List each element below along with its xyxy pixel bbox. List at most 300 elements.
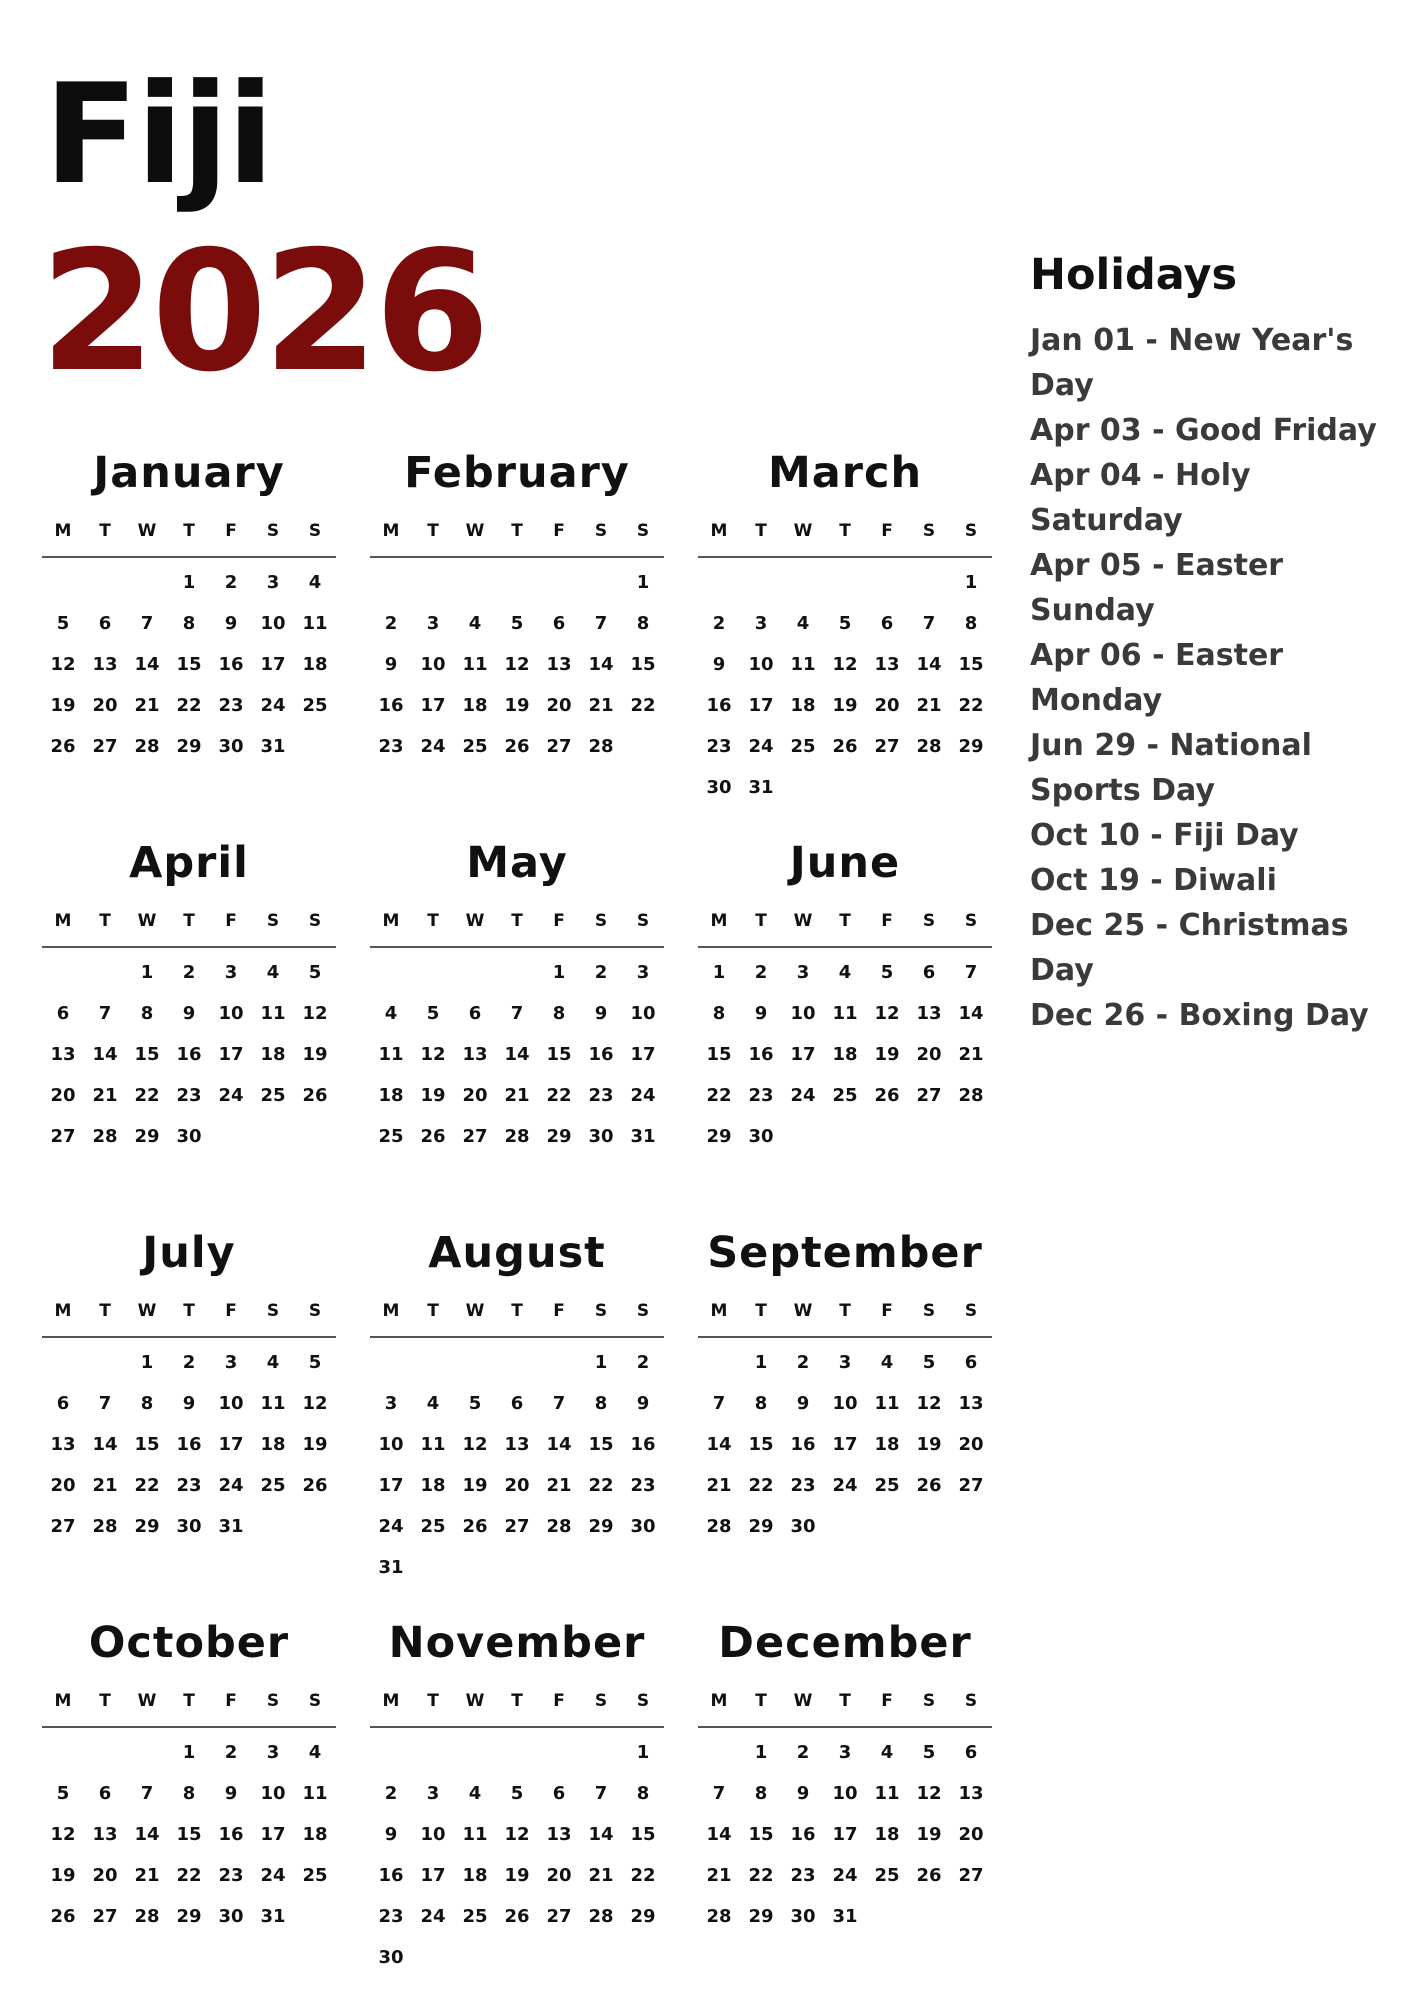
weekday-header-row (698, 1676, 992, 1728)
day-cell: 16 (588, 1044, 614, 1065)
day-grid (42, 1728, 336, 1937)
holiday-item: Apr 05 - Easter Sunday (1030, 548, 1284, 628)
day-cell: 12 (50, 654, 76, 675)
day-cell: 11 (462, 654, 488, 675)
empty-day-cell (698, 1342, 740, 1383)
day-cell: 7 (964, 962, 978, 983)
day-cell: 10 (832, 1393, 858, 1414)
day-cell: 27 (92, 1906, 118, 1927)
day-cell: 24 (748, 736, 774, 757)
weekday-label: S (266, 521, 280, 541)
day-cell: 31 (378, 1557, 404, 1578)
weekday-label: T (183, 1691, 195, 1711)
day-cell: 12 (50, 1824, 76, 1845)
day-cell: 8 (754, 1783, 768, 1804)
weekday-header-row (370, 506, 664, 558)
empty-day-cell (538, 1342, 580, 1383)
weekday-label: M (710, 1691, 728, 1711)
day-cell: 19 (420, 1085, 446, 1106)
day-cell: 8 (754, 1393, 768, 1414)
day-cell: 28 (92, 1516, 118, 1537)
day-cell: 27 (50, 1516, 76, 1537)
day-cell: 3 (426, 613, 440, 634)
day-cell: 21 (588, 1865, 614, 1886)
empty-day-cell (496, 1342, 538, 1383)
empty-day-cell (412, 562, 454, 603)
day-cell: 19 (916, 1434, 942, 1455)
empty-day-cell (370, 562, 412, 603)
day-cell: 11 (302, 1783, 328, 1804)
day-cell: 4 (266, 962, 280, 983)
day-cell: 12 (504, 654, 530, 675)
weekday-header-row (42, 1676, 336, 1728)
day-cell: 4 (468, 613, 482, 634)
day-cell: 20 (958, 1434, 984, 1455)
day-cell: 14 (92, 1434, 118, 1455)
day-cell: 5 (426, 1003, 440, 1024)
weekday-label: T (183, 911, 195, 931)
day-cell: 13 (958, 1783, 984, 1804)
day-cell: 3 (838, 1742, 852, 1763)
day-cell: 26 (874, 1085, 900, 1106)
weekday-label: S (964, 1691, 978, 1711)
day-cell: 14 (134, 1824, 160, 1845)
day-cell: 21 (92, 1085, 118, 1106)
weekday-label: T (839, 911, 851, 931)
day-cell: 5 (56, 613, 70, 634)
day-cell: 22 (748, 1475, 774, 1496)
weekday-label: T (511, 911, 523, 931)
month-july (42, 1220, 336, 1610)
weekday-label: F (225, 521, 237, 541)
day-cell: 4 (266, 1352, 280, 1373)
day-cell: 9 (754, 1003, 768, 1024)
day-cell: 30 (748, 1126, 774, 1147)
empty-day-cell (580, 562, 622, 603)
day-cell: 14 (588, 654, 614, 675)
day-cell: 4 (468, 1783, 482, 1804)
weekday-label: M (710, 521, 728, 541)
day-cell: 14 (706, 1434, 732, 1455)
day-cell: 1 (182, 1742, 196, 1763)
day-cell: 24 (630, 1085, 656, 1106)
day-cell: 30 (790, 1906, 816, 1927)
day-cell: 2 (384, 613, 398, 634)
day-cell: 27 (958, 1865, 984, 1886)
weekday-label: S (636, 1301, 650, 1321)
day-cell: 28 (706, 1906, 732, 1927)
day-grid (698, 1728, 992, 1937)
weekday-label: M (382, 1691, 400, 1711)
month-june (698, 830, 992, 1220)
weekday-label: W (465, 1691, 485, 1711)
day-cell: 4 (880, 1352, 894, 1373)
day-cell: 24 (832, 1865, 858, 1886)
weekday-label: S (308, 521, 322, 541)
day-cell: 13 (50, 1434, 76, 1455)
day-cell: 14 (134, 654, 160, 675)
day-cell: 23 (176, 1475, 202, 1496)
day-cell: 30 (218, 736, 244, 757)
day-cell: 31 (832, 1906, 858, 1927)
weekday-label: F (881, 1301, 893, 1321)
weekday-label: M (382, 911, 400, 931)
month-march (698, 440, 992, 830)
day-cell: 30 (378, 1947, 404, 1968)
day-cell: 13 (92, 1824, 118, 1845)
day-cell: 2 (796, 1742, 810, 1763)
day-cell: 12 (504, 1824, 530, 1845)
weekday-label: W (137, 1301, 157, 1321)
weekday-label: T (755, 521, 767, 541)
day-cell: 5 (56, 1783, 70, 1804)
day-cell: 20 (546, 1865, 572, 1886)
day-cell: 5 (510, 1783, 524, 1804)
day-cell: 29 (588, 1516, 614, 1537)
month-name: April (129, 838, 249, 888)
day-cell: 1 (636, 572, 650, 593)
empty-day-cell (782, 562, 824, 603)
day-cell: 2 (384, 1783, 398, 1804)
day-cell: 10 (420, 1824, 446, 1845)
day-cell: 10 (748, 654, 774, 675)
month-december (698, 1610, 992, 2000)
day-cell: 22 (958, 695, 984, 716)
day-cell: 25 (378, 1126, 404, 1147)
empty-day-cell (538, 1732, 580, 1773)
day-cell: 2 (182, 962, 196, 983)
day-cell: 15 (748, 1434, 774, 1455)
day-cell: 25 (260, 1475, 286, 1496)
day-cell: 31 (218, 1516, 244, 1537)
day-cell: 10 (260, 1783, 286, 1804)
weekday-label: S (922, 911, 936, 931)
empty-day-cell (412, 1732, 454, 1773)
weekday-header-row (42, 506, 336, 558)
weekday-label: W (793, 521, 813, 541)
day-cell: 1 (754, 1352, 768, 1373)
weekday-header-row (698, 1286, 992, 1338)
day-cell: 12 (462, 1434, 488, 1455)
empty-day-cell (866, 562, 908, 603)
day-cell: 26 (302, 1085, 328, 1106)
day-cell: 25 (874, 1865, 900, 1886)
weekday-label: W (465, 1301, 485, 1321)
day-cell: 18 (462, 1865, 488, 1886)
day-cell: 11 (874, 1783, 900, 1804)
day-cell: 31 (748, 777, 774, 798)
day-grid (42, 948, 336, 1157)
weekday-label: S (922, 521, 936, 541)
day-grid (698, 948, 992, 1157)
month-name: September (707, 1228, 983, 1278)
day-cell: 16 (706, 695, 732, 716)
day-cell: 21 (546, 1475, 572, 1496)
weekday-label: T (427, 1691, 439, 1711)
day-cell: 19 (504, 695, 530, 716)
empty-day-cell (84, 952, 126, 993)
holidays-panel (1030, 250, 1390, 1038)
weekday-label: T (511, 1691, 523, 1711)
holiday-item: Dec 26 - Boxing Day (1030, 998, 1369, 1033)
day-cell: 18 (420, 1475, 446, 1496)
holiday-item: Jun 29 - National Sports Day (1030, 728, 1312, 808)
day-cell: 2 (712, 613, 726, 634)
holiday-item: Oct 19 - Diwali (1030, 863, 1277, 898)
empty-day-cell (538, 562, 580, 603)
weekday-label: S (636, 1691, 650, 1711)
day-cell: 27 (504, 1516, 530, 1537)
day-cell: 5 (880, 962, 894, 983)
weekday-label: T (511, 1301, 523, 1321)
day-cell: 18 (874, 1824, 900, 1845)
weekday-label: W (465, 911, 485, 931)
day-cell: 11 (260, 1003, 286, 1024)
weekday-label: F (881, 911, 893, 931)
day-cell: 3 (838, 1352, 852, 1373)
day-cell: 6 (468, 1003, 482, 1024)
day-cell: 4 (880, 1742, 894, 1763)
day-cell: 10 (420, 654, 446, 675)
weekday-header-row (698, 506, 992, 558)
holiday-item: Apr 03 - Good Friday (1030, 413, 1377, 448)
day-cell: 9 (182, 1393, 196, 1414)
day-cell: 5 (308, 1352, 322, 1373)
day-cell: 24 (260, 1865, 286, 1886)
day-cell: 1 (964, 572, 978, 593)
day-cell: 24 (832, 1475, 858, 1496)
empty-day-cell (126, 562, 168, 603)
day-cell: 25 (874, 1475, 900, 1496)
empty-day-cell (454, 952, 496, 993)
day-cell: 27 (50, 1126, 76, 1147)
day-grid (370, 948, 664, 1157)
day-cell: 28 (546, 1516, 572, 1537)
weekday-label: T (99, 1301, 111, 1321)
day-grid (698, 1338, 992, 1547)
day-cell: 8 (636, 613, 650, 634)
day-cell: 22 (134, 1085, 160, 1106)
day-cell: 17 (748, 695, 774, 716)
day-cell: 21 (706, 1475, 732, 1496)
weekday-header-row (370, 1676, 664, 1728)
day-cell: 21 (134, 695, 160, 716)
day-cell: 27 (546, 736, 572, 757)
day-cell: 16 (630, 1434, 656, 1455)
day-cell: 23 (790, 1865, 816, 1886)
day-cell: 8 (182, 1783, 196, 1804)
day-cell: 16 (790, 1434, 816, 1455)
day-cell: 23 (748, 1085, 774, 1106)
day-cell: 5 (838, 613, 852, 634)
day-cell: 27 (916, 1085, 942, 1106)
day-cell: 19 (50, 695, 76, 716)
day-cell: 26 (916, 1475, 942, 1496)
month-name: May (466, 838, 568, 888)
day-cell: 19 (916, 1824, 942, 1845)
day-cell: 6 (552, 1783, 566, 1804)
day-cell: 26 (832, 736, 858, 757)
day-cell: 5 (468, 1393, 482, 1414)
day-cell: 15 (588, 1434, 614, 1455)
day-cell: 9 (224, 613, 238, 634)
empty-day-cell (84, 562, 126, 603)
day-cell: 13 (504, 1434, 530, 1455)
empty-day-cell (42, 1342, 84, 1383)
day-cell: 15 (546, 1044, 572, 1065)
day-cell: 19 (832, 695, 858, 716)
holiday-list (1030, 318, 1390, 1038)
day-cell: 22 (176, 1865, 202, 1886)
day-cell: 21 (134, 1865, 160, 1886)
day-cell: 3 (224, 962, 238, 983)
day-cell: 25 (832, 1085, 858, 1106)
day-cell: 7 (594, 613, 608, 634)
month-name: December (718, 1618, 972, 1668)
day-cell: 10 (378, 1434, 404, 1455)
weekday-label: T (183, 521, 195, 541)
day-cell: 18 (302, 654, 328, 675)
empty-day-cell (698, 1732, 740, 1773)
weekday-label: F (553, 1691, 565, 1711)
month-name: January (93, 448, 285, 498)
holiday-item: Jan 01 - New Year's Day (1030, 323, 1354, 403)
holiday-item: Dec 25 - Christmas Day (1030, 908, 1349, 988)
day-cell: 9 (594, 1003, 608, 1024)
day-cell: 12 (832, 654, 858, 675)
holidays-heading: Holidays (1030, 250, 1238, 300)
day-cell: 30 (630, 1516, 656, 1537)
day-cell: 22 (176, 695, 202, 716)
holiday-item: Oct 10 - Fiji Day (1030, 818, 1299, 853)
day-cell: 17 (832, 1434, 858, 1455)
day-cell: 14 (958, 1003, 984, 1024)
day-cell: 17 (378, 1475, 404, 1496)
day-cell: 25 (302, 1865, 328, 1886)
weekday-label: F (553, 911, 565, 931)
empty-day-cell (42, 952, 84, 993)
weekday-label: S (922, 1691, 936, 1711)
weekday-label: T (427, 1301, 439, 1321)
day-cell: 8 (182, 613, 196, 634)
day-cell: 7 (98, 1003, 112, 1024)
weekday-label: T (839, 1301, 851, 1321)
day-cell: 12 (916, 1393, 942, 1414)
day-cell: 17 (630, 1044, 656, 1065)
day-cell: 1 (594, 1352, 608, 1373)
month-name: February (404, 448, 630, 498)
day-cell: 16 (176, 1044, 202, 1065)
weekday-label: W (137, 1691, 157, 1711)
day-cell: 19 (302, 1434, 328, 1455)
weekday-label: S (594, 911, 608, 931)
empty-day-cell (698, 562, 740, 603)
weekday-header-row (42, 896, 336, 948)
day-cell: 26 (302, 1475, 328, 1496)
day-cell: 19 (50, 1865, 76, 1886)
day-cell: 12 (420, 1044, 446, 1065)
day-cell: 3 (796, 962, 810, 983)
day-cell: 4 (308, 1742, 322, 1763)
month-august (370, 1220, 664, 1610)
day-cell: 15 (630, 1824, 656, 1845)
empty-day-cell (454, 562, 496, 603)
day-cell: 1 (754, 1742, 768, 1763)
weekday-header-row (698, 896, 992, 948)
empty-day-cell (824, 562, 866, 603)
day-cell: 10 (630, 1003, 656, 1024)
day-cell: 14 (706, 1824, 732, 1845)
day-cell: 1 (140, 1352, 154, 1373)
day-cell: 26 (50, 1906, 76, 1927)
day-cell: 26 (916, 1865, 942, 1886)
day-cell: 27 (958, 1475, 984, 1496)
day-cell: 24 (420, 1906, 446, 1927)
day-cell: 7 (594, 1783, 608, 1804)
weekday-label: M (54, 1691, 72, 1711)
weekday-header-row (42, 1286, 336, 1338)
day-cell: 6 (922, 962, 936, 983)
weekday-label: T (755, 911, 767, 931)
weekday-label: S (308, 1691, 322, 1711)
day-cell: 19 (504, 1865, 530, 1886)
weekday-header-row (370, 896, 664, 948)
weekday-label: M (382, 521, 400, 541)
day-cell: 10 (832, 1783, 858, 1804)
day-cell: 13 (462, 1044, 488, 1065)
day-grid (370, 558, 664, 767)
day-cell: 27 (874, 736, 900, 757)
empty-day-cell (84, 1732, 126, 1773)
day-cell: 23 (218, 695, 244, 716)
day-cell: 1 (140, 962, 154, 983)
day-cell: 29 (630, 1906, 656, 1927)
weekday-label: S (266, 1691, 280, 1711)
weekday-label: T (755, 1301, 767, 1321)
day-cell: 18 (874, 1434, 900, 1455)
day-cell: 1 (636, 1742, 650, 1763)
day-cell: 9 (384, 654, 398, 675)
day-cell: 9 (796, 1393, 810, 1414)
weekday-label: T (99, 521, 111, 541)
empty-day-cell (454, 1342, 496, 1383)
day-cell: 6 (552, 613, 566, 634)
weekday-label: M (710, 911, 728, 931)
day-grid (42, 1338, 336, 1547)
day-cell: 9 (796, 1783, 810, 1804)
day-cell: 28 (958, 1085, 984, 1106)
empty-day-cell (370, 1342, 412, 1383)
empty-day-cell (42, 562, 84, 603)
day-cell: 24 (790, 1085, 816, 1106)
day-cell: 25 (462, 1906, 488, 1927)
weekday-label: W (465, 521, 485, 541)
day-cell: 13 (874, 654, 900, 675)
weekday-label: M (54, 911, 72, 931)
day-cell: 13 (546, 654, 572, 675)
day-cell: 17 (832, 1824, 858, 1845)
weekday-label: S (308, 1301, 322, 1321)
day-cell: 5 (922, 1742, 936, 1763)
day-cell: 29 (748, 1906, 774, 1927)
day-cell: 17 (218, 1044, 244, 1065)
weekday-label: W (137, 521, 157, 541)
day-cell: 14 (546, 1434, 572, 1455)
day-cell: 25 (302, 695, 328, 716)
day-cell: 25 (790, 736, 816, 757)
day-cell: 11 (420, 1434, 446, 1455)
day-cell: 2 (796, 1352, 810, 1373)
